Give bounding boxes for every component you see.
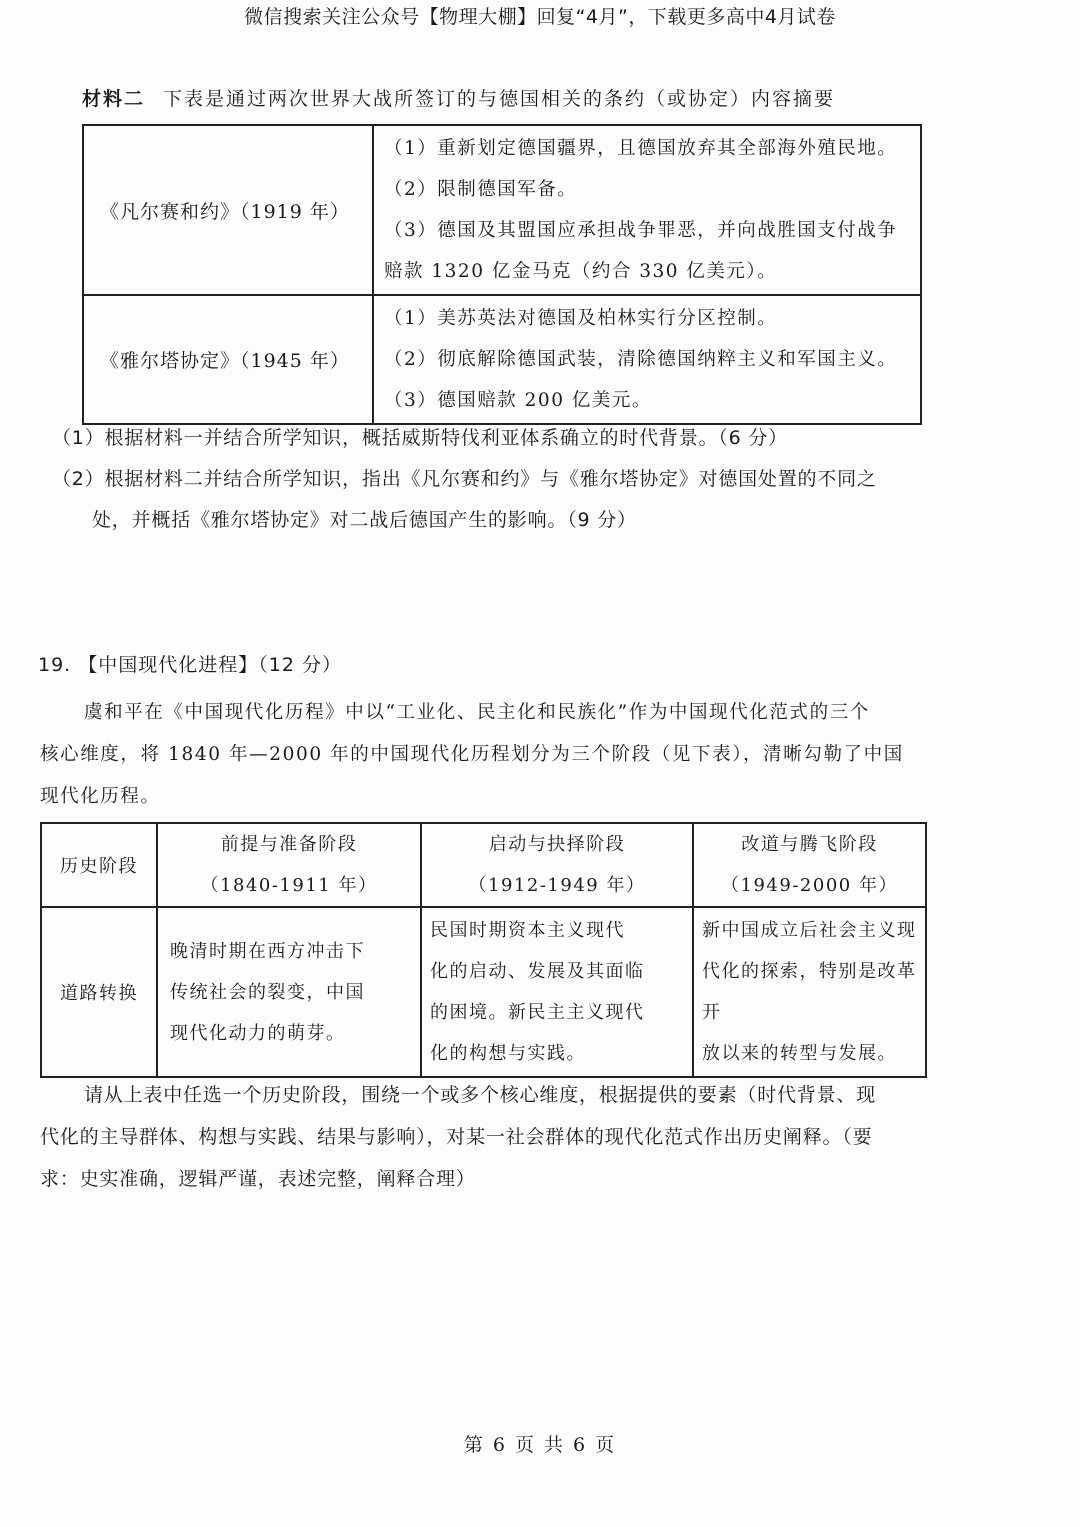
stage-header: [157, 823, 421, 907]
description-line: 放以来的转型与发展。: [702, 1043, 897, 1064]
stage-years: （1949-2000 年）: [721, 875, 898, 896]
table-row: [41, 907, 926, 1077]
question-19-task: [40, 1074, 930, 1200]
list-item: （1）美苏英法对德国及柏林实行分区控制。: [384, 308, 778, 329]
description-line: 传统社会的裂变，中国: [170, 981, 365, 1003]
question-2-line2: 处，并概括《雅尔塔协定》对二战后德国产生的影响。（9 分）: [92, 509, 637, 531]
treaty-name-versailles: 《凡尔赛和约》（1919 年）: [83, 125, 373, 295]
list-item: （1）重新划定德国疆界，且德国放弃其全部海外殖民地。: [384, 138, 898, 159]
description-line: 的困境。新民主主义现代: [430, 1002, 645, 1023]
material2-label: 材料二: [82, 88, 146, 110]
page-number: 第 6 页 共 6 页: [463, 1434, 617, 1456]
row-label-path: 道路转换: [41, 907, 157, 1077]
description-line: 新中国成立后社会主义现: [702, 920, 917, 941]
description-line: 代化的探索，特别是改革开: [702, 961, 917, 1023]
description-line: 晚清时期在西方冲击下: [170, 940, 365, 962]
question-1: （1）根据材料一并结合所学知识，概括威斯特伐利亚体系确立的时代背景。（6 分）: [52, 427, 788, 449]
intro-line: 虞和平在《中国现代化历程》中以“工业化、民主化和民族化”作为中国现代化范式的三个: [84, 702, 870, 723]
stage-description: [421, 907, 693, 1077]
description-line: 化的启动、发展及其面临: [430, 961, 645, 982]
treaty-name-yalta: 《雅尔塔协定》（1945 年）: [83, 295, 373, 424]
stage-description: [693, 907, 926, 1077]
table-row: [83, 295, 921, 424]
treaty-items-yalta: [373, 295, 921, 424]
stages-table: [40, 822, 927, 1078]
watermark-header: 微信搜索关注公众号【物理大棚】回复“4月”，下载更多高中4月试卷: [244, 6, 836, 28]
stage-name: 改道与腾飞阶段: [741, 834, 878, 855]
question-2-line1: （2）根据材料二并结合所学知识，指出《凡尔赛和约》与《雅尔塔协定》对德国处置的不同之: [52, 468, 877, 490]
list-item: （3）德国及其盟国应承担战争罪恶，并向战胜国支付战争: [384, 220, 898, 241]
stage-years: （1912-1949 年）: [468, 875, 646, 896]
question-19-title: 19. 【中国现代化进程】（12 分）: [38, 654, 342, 676]
task-line: 请从上表中任选一个历史阶段，围绕一个或多个核心维度，根据提供的要素（时代背景、现: [84, 1084, 877, 1106]
question-2: [52, 459, 942, 541]
stage-years: （1840-1911 年）: [200, 875, 378, 896]
material2-heading: [82, 84, 835, 111]
description-line: 民国时期资本主义现代: [430, 920, 625, 941]
description-line: 现代化动力的萌芽。: [170, 1022, 346, 1044]
table-row: [41, 823, 926, 907]
task-line: 代化的主导群体、构想与实践、结果与影响），对某一社会群体的现代化范式作出历史阐释。（要: [40, 1126, 873, 1148]
treaty-table: [82, 124, 922, 425]
stage-description: [157, 907, 421, 1077]
stage-name: 前提与准备阶段: [220, 834, 358, 855]
treaty-items-versailles: [373, 125, 921, 295]
question-19-intro: [40, 692, 930, 818]
stage-name: 启动与抉择阶段: [488, 834, 626, 855]
intro-line: 现代化历程。: [40, 786, 161, 807]
list-item: 赔款 1320 亿金马克（约合 330 亿美元）。: [384, 261, 778, 282]
row-label-stage: 历史阶段: [41, 823, 157, 907]
list-item: （2）限制德国军备。: [384, 179, 578, 200]
task-line: 求：史实准确，逻辑严谨，表述完整，阐释合理）: [40, 1168, 476, 1190]
description-line: 化的构想与实践。: [430, 1043, 586, 1064]
stage-header: [693, 823, 926, 907]
list-item: （3）德国赔款 200 亿美元。: [384, 390, 652, 411]
stage-header: [421, 823, 693, 907]
table-row: [83, 125, 921, 295]
intro-line: 核心维度，将 1840 年—2000 年的中国现代化历程划分为三个阶段（见下表），清晰勾勒了中国: [40, 744, 904, 765]
list-item: （2）彻底解除德国武装，清除德国纳粹主义和军国主义。: [384, 349, 898, 370]
material2-intro: 下表是通过两次世界大战所签订的与德国相关的条约（或协定）内容摘要: [163, 88, 836, 110]
